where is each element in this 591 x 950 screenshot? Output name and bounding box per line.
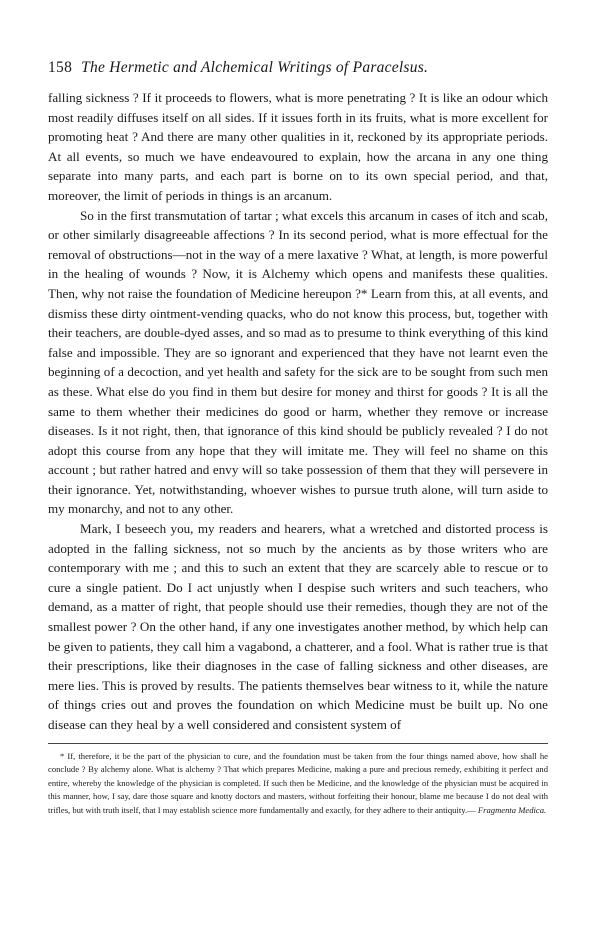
footnote-text: * If, therefore, it be the part of the physician to cure, and the foundation must be taken from the four things named above, how shall he conclude ? By alchemy alone. What is alchemy ? That which prepares Medicine, making a pure and precious remedy, exhibiting it perfect and entire, whereby the knowledge of the physician is completed. If such then be Medicine, and the knowledge of the physician must be acquired in this manner, how, I say, dare those square and knotty doctors and masters, without forfeiting their honour, blame me because I do not deal with trifles, but with truth itself, that I may establish science more fundamentally and exactly, for they adhere to their antiquity.— xyxy=(48,750,548,815)
book-page xyxy=(48,58,548,818)
footnote xyxy=(48,750,548,818)
footnote-source: Fragmenta Medica. xyxy=(477,804,547,815)
footnote-paragraph xyxy=(48,750,548,818)
running-title: The Hermetic and Alchemical Writings of Paracelsus. xyxy=(81,59,429,76)
paragraph-continued: falling sickness ? If it proceeds to flowers, what is more penetrating ? It is like an odour which most readily diffuses itself on all sides. If it issues forth in its fruits, what is more excellent for promoting heat ? And there are many other qualities in it, reckoned by its appropriate periods. At all events, so much we have endeavoured to explain, how the arcana in any one thing separate into many parts, and each part is borne on to its own special period, and that, moreover, the limit of periods in things is an arcanum. xyxy=(48,90,548,203)
paragraph-falling-sickness: Mark, I beseech you, my readers and hearers, what a wretched and distorted process is adopted in the falling sickness, not so much by the ancients as by those writers who are contemporary with me ; and this to such an extent that they are scarcely able to rescue or to cure a single patient. Do I act unjustly when I despise such writers and such teachers, who demand, as a matter of right, that people should use their remedies, though they are not of the smallest power ? On the other hand, if any one investigates another method, by which help can be given to patients, they call him a vagabond, a chatterer, and a fool. What is rather true is that their prescriptions, like their diagnoses in the case of falling sickness and other diseases, are mere lies. This is proved by results. The patients themselves bear witness to it, while the nature of things cries out and proves the foundation on which Medicine must be built up. No one disease can they heal by a well considered and consistent system of xyxy=(48,521,548,732)
paragraph-tartar: So in the first transmutation of tartar ; what excels this arcanum in cases of itch and scab, or other similarly disagreeable affections ? In its second period, what is more effectual for the removal of obstructions—not in the way of a mere laxative ? What, at length, is more powerful in the healing of wounds ? Now, it is Alchemy which opens and manifests these qualities. Then, why not raise the foundation of Medicine hereupon ?* Learn from this, at all events, and dismiss these dirty ointment-vending quacks, who do not know this process, but, together with their teachers, are double-dyed asses, and so mad as to presume to think everything of this kind false and impossible. They are so ignorant and experienced that they have not learnt even the beginning of a decoction, and yet health and safety for the sick are to be sought from such men as these. What else do you find in them but desire for money and thirst for goods ? It is all the same to them whether their medicines do good or harm, whether they remove or increase diseases. Is it not right, then, that ignorance of this kind should be publicly revealed ? I do not adopt this course from any hope that they will imitate me. They will feel no shame on this account ; but rather hatred and envy will so take possession of them that they will persevere in their ignorance. Yet, notwithstanding, whoever wishes to pursue truth alone, will turn aside to my monarchy, and not to any other. xyxy=(48,207,548,517)
footnote-divider xyxy=(48,743,548,744)
running-head xyxy=(48,58,548,78)
body-text xyxy=(48,88,548,735)
page-number: 158 xyxy=(48,59,73,76)
